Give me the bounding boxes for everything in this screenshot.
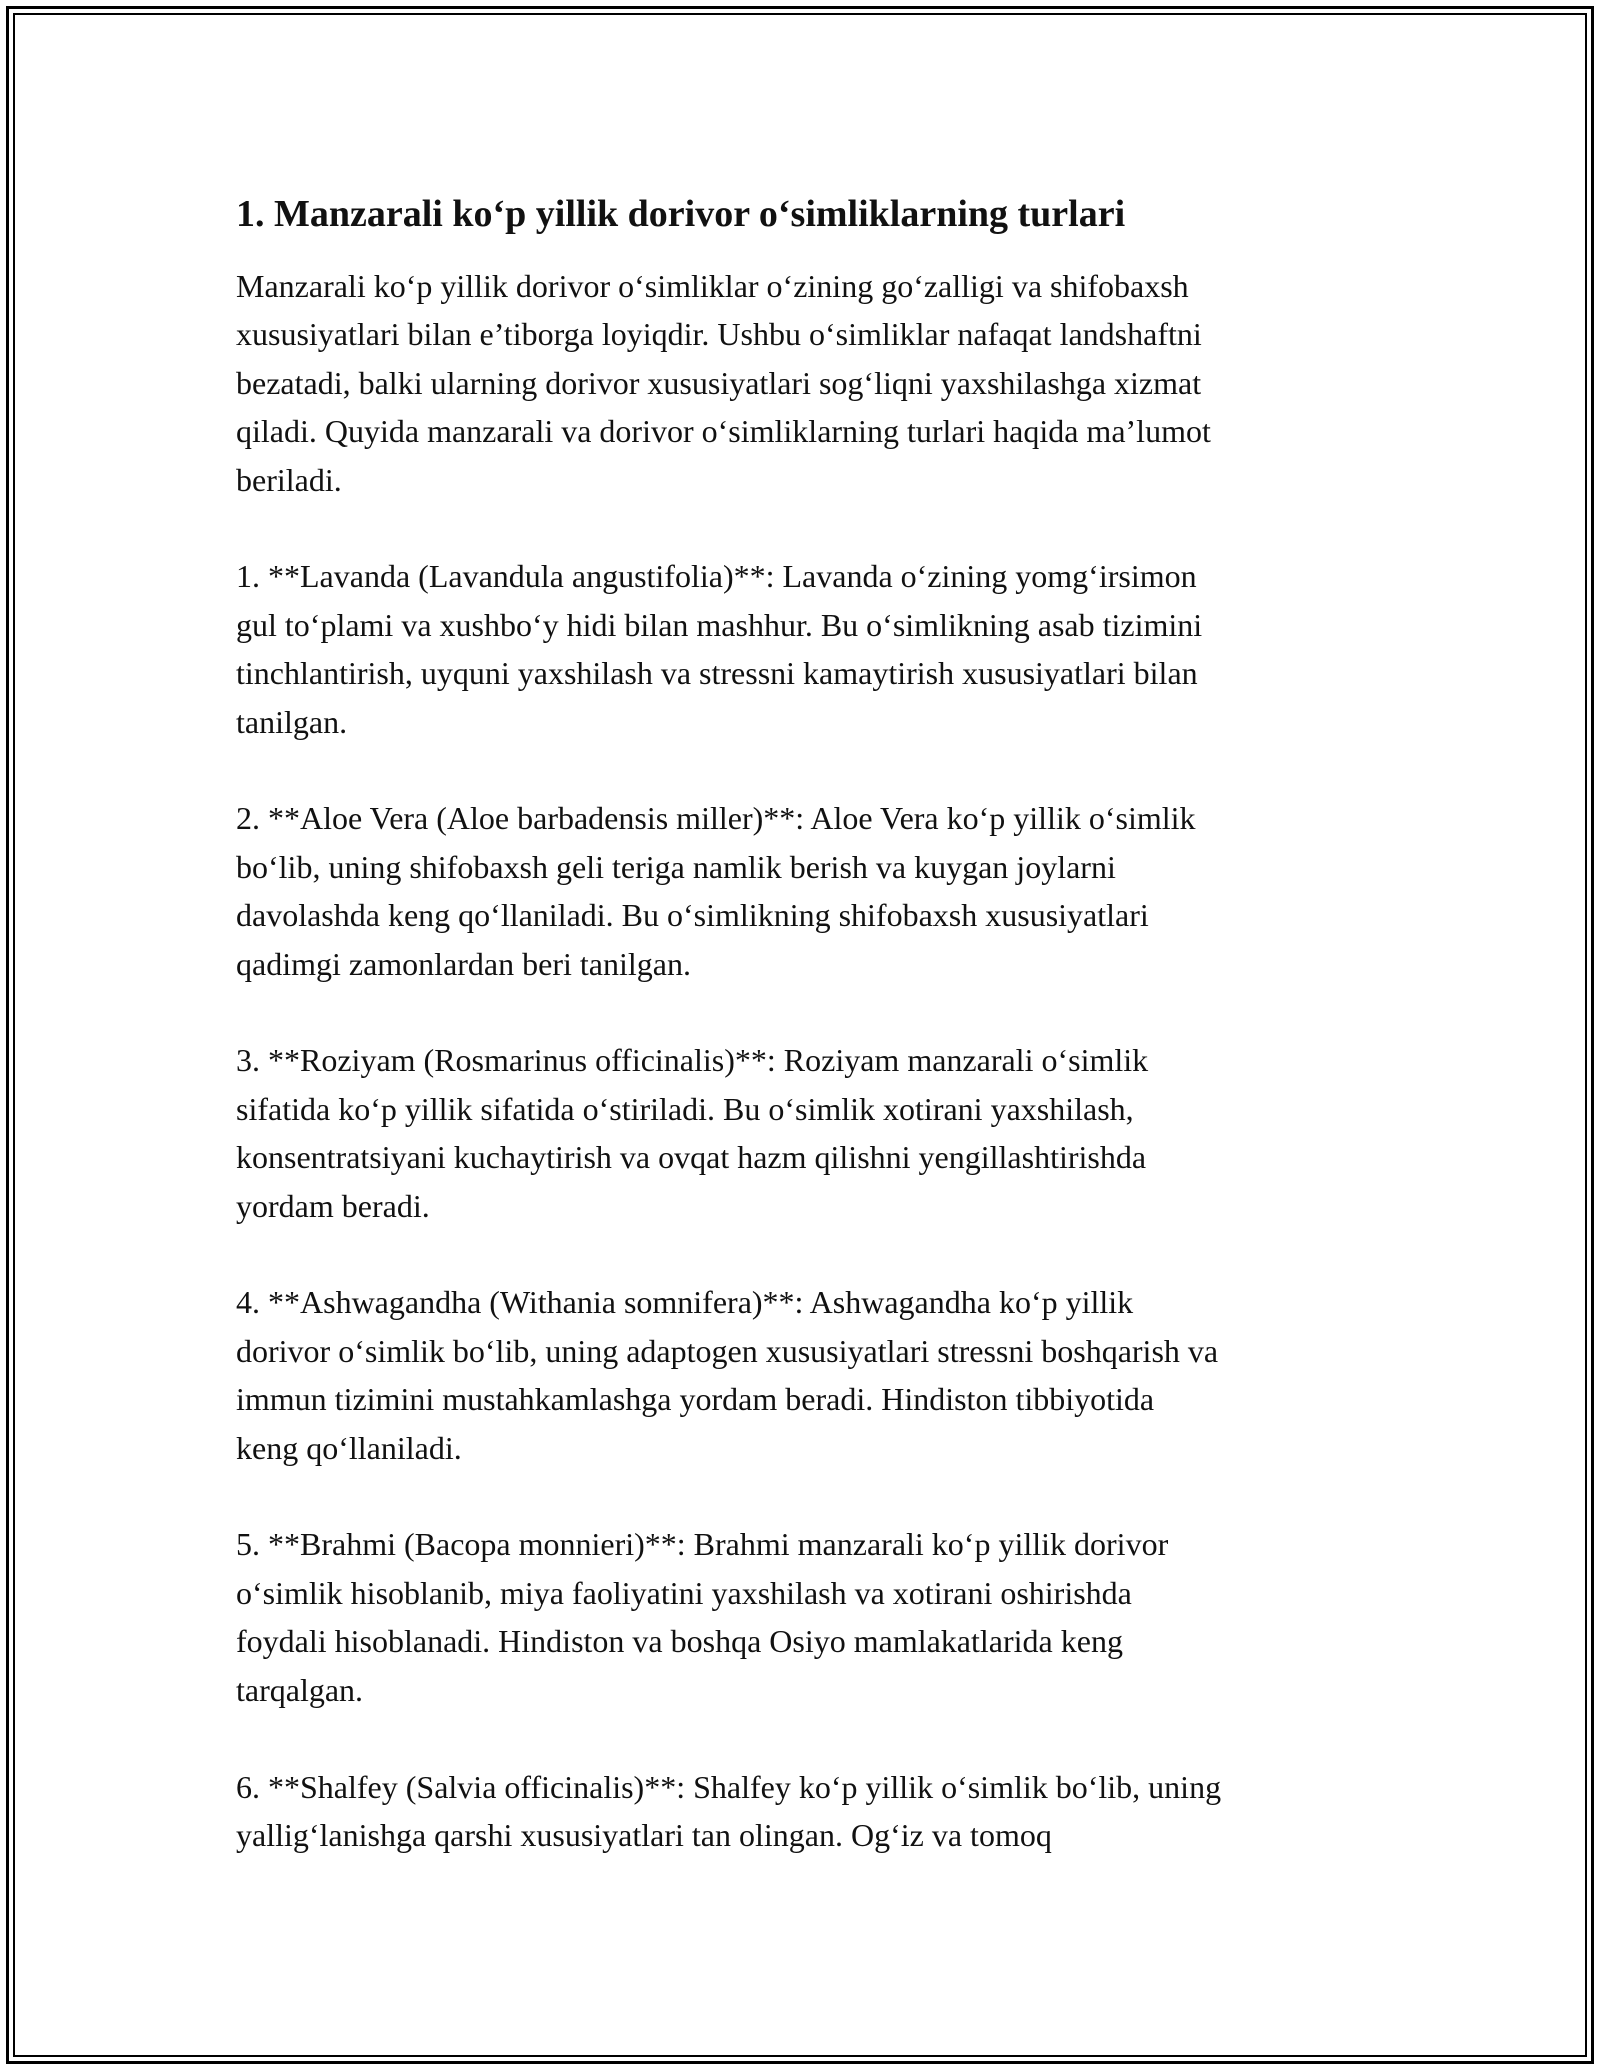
paragraph-spacer: [236, 1472, 1376, 1520]
text-line: 6. **Shalfey (Salvia officinalis)**: Shalfey ko‘p yillik o‘simlik bo‘lib, uning: [236, 1768, 1222, 1805]
text-line: gul to‘plami va xushbo‘y hidi bilan mashhur. Bu o‘simlikning asab tizimini: [236, 606, 1203, 643]
text-line: qiladi. Quyida manzarali va dorivor o‘simliklarning turlari haqida ma’lumot: [236, 413, 1211, 450]
text-line: 1. **Lavanda (Lavandula angustifolia)**: Lavanda o‘zining yomg‘irsimon: [236, 558, 1197, 595]
text-line: Manzarali ko‘p yillik dorivor o‘simliklar o‘zining go‘zalligi va shifobaxsh: [236, 268, 1189, 304]
paragraph-spacer: [236, 988, 1376, 1036]
paragraph-spacer: [236, 1230, 1376, 1278]
text-line: bo‘lib, uning shifobaxsh geli teriga namlik berish va kuygan joylarni: [236, 848, 1116, 885]
text-line: tinchlantirish, uyquni yaxshilash va stressni kamaytirish xususiyatlari bilan: [236, 655, 1198, 692]
text-line: konsentratsiyani kuchaytirish va ovqat hazm qilishni yengillashtirishda: [236, 1139, 1147, 1176]
paragraph-spacer: [236, 504, 1376, 552]
text-line: foydali hisoblanadi. Hindiston va boshqa Osiyo mamlakatlarida keng: [236, 1623, 1123, 1660]
text-line: sifatida ko‘p yillik sifatida o‘stiriladi. Bu o‘simlik xotirani yaxshilash,: [236, 1090, 1134, 1127]
document-page: [236, 186, 1376, 1859]
list-item-paragraph: [236, 794, 1376, 988]
document-body: [236, 262, 1376, 1859]
text-line: tanilgan.: [236, 703, 348, 740]
text-line: 2. **Aloe Vera (Aloe barbadensis miller)**: Aloe Vera ko‘p yillik o‘simlik: [236, 800, 1196, 837]
text-line: xususiyatlari bilan e’tiborga loyiqdir. Ushbu o‘simliklar nafaqat landshaftni: [236, 316, 1202, 353]
text-line: 3. **Roziyam (Rosmarinus officinalis)**: Roziyam manzarali o‘simlik: [236, 1042, 1149, 1079]
text-line: yordam beradi.: [236, 1187, 430, 1224]
paragraph-spacer: [236, 1714, 1376, 1762]
text-line: qadimgi zamonlardan beri tanilgan.: [236, 945, 691, 982]
list-item-paragraph: [236, 552, 1376, 746]
list-item-paragraph: [236, 1278, 1376, 1472]
text-line: keng qo‘llaniladi.: [236, 1429, 462, 1466]
text-line: 4. **Ashwagandha (Withania somnifera)**: Ashwagandha ko‘p yillik: [236, 1284, 1134, 1321]
text-line: bezatadi, balki ularning dorivor xususiyatlari sog‘liqni yaxshilashga xizmat: [236, 364, 1202, 401]
list-item-paragraph: [236, 1763, 1376, 1860]
text-line: beriladi.: [236, 461, 342, 498]
list-item-paragraph: [236, 1036, 1376, 1230]
text-line: 5. **Brahmi (Bacopa monnieri)**: Brahmi manzarali ko‘p yillik dorivor: [236, 1526, 1169, 1563]
list-item-paragraph: [236, 1520, 1376, 1714]
text-line: tarqalgan.: [236, 1671, 364, 1708]
text-line: o‘simlik hisoblanib, miya faoliyatini yaxshilash va xotirani oshirishda: [236, 1574, 1132, 1611]
paragraph-spacer: [236, 746, 1376, 794]
text-line: davolashda keng qo‘llaniladi. Bu o‘simlikning shifobaxsh xususiyatlari: [236, 897, 1149, 934]
intro-paragraph: [236, 262, 1376, 504]
page-title: 1. Manzarali ko‘p yillik dorivor o‘simliklarning turlari: [236, 193, 1126, 235]
text-line: dorivor o‘simlik bo‘lib, uning adaptogen xususiyatlari stressni boshqarish va: [236, 1332, 1219, 1369]
text-line: immun tizimini mustahkamlashga yordam beradi. Hindiston tibbiyotida: [236, 1381, 1155, 1418]
text-line: yallig‘lanishga qarshi xususiyatlari tan olingan. Og‘iz va tomoq: [236, 1816, 1052, 1853]
